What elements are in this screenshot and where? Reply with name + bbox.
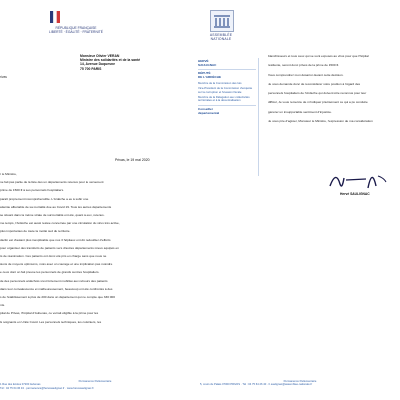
sidebar-item: Vice-Président de la Commission d'enquête sur la corruption et l'évasion fiscale bbox=[198, 86, 253, 94]
footer-permanence-privas bbox=[200, 380, 400, 387]
recipient-line: Ministre des solidarités et de la santé bbox=[80, 58, 141, 63]
recipient-line: 14, Avenue Duquesne bbox=[80, 62, 115, 67]
deputy-role-line: DÉPUTÉ bbox=[198, 71, 211, 76]
deputy-extra-role bbox=[198, 108, 256, 115]
rf-line: LIBERTÉ · ÉGALITÉ · FRATERNITÉ bbox=[49, 30, 103, 34]
sidebar-divider bbox=[198, 105, 256, 106]
body-line: Vous comprendrez mon désarroi devant cette décision. bbox=[268, 72, 344, 77]
footer-permanence-aubenas bbox=[0, 380, 190, 390]
an-line: ASSEMBLÉE bbox=[209, 33, 233, 37]
sidebar-item: Membre de la Commission des lois bbox=[198, 80, 242, 85]
body-line: difficul, Je vous remercie de m'indiquer précisément ce qui a pu conduire bbox=[268, 100, 368, 105]
body-line: personnels hospitaliers de l'Ardèche qui doivent être reconnus pour leur bbox=[268, 91, 367, 96]
body-line: prime de 1500 € à ses personnels hospitaliers. bbox=[0, 188, 64, 193]
letter-body-page-2 bbox=[268, 54, 400, 128]
body-line: dans leur convalescence et malheureusement, beaucoup ont été confrontés à des bbox=[0, 286, 113, 291]
body-line: ls soignants en Unité Covid. Les personnels techniques, les cuisiniers, les bbox=[0, 319, 102, 324]
body-line: me temps, l'Ardèche est aussi restée concernée par une circulation du virus très active, bbox=[0, 221, 120, 226]
body-line: paraît proprement incompréhensible. L'Ardèche a eu à subir une bbox=[0, 196, 89, 201]
body-line: plus importantes de toute la moitié sud du territoire. bbox=[0, 229, 71, 234]
body-line: Je vous prie d'agréer, Monsieur le Ministre, l'expression de ma considération bbox=[268, 119, 373, 124]
body-line: e ceux dont on fait preuve les personnels de grands centres hospitaliers. bbox=[0, 270, 100, 275]
page-fold-divider bbox=[258, 58, 259, 176]
assemblee-nationale-label bbox=[192, 33, 250, 41]
body-line: déclin est d'autant plus inexplicable que nos 3 hôpitaux ont dû redoubler d'efforts bbox=[0, 237, 111, 242]
body-line: sions de moyens optimums, mois avec un courage et une implication pas moindre bbox=[0, 262, 113, 267]
body-line: générer un insupportable sentiment d'injustice. bbox=[268, 109, 332, 114]
deputy-name-line: SAULIGNAC bbox=[198, 62, 217, 67]
footer-title: Permanence Parlementaire bbox=[283, 380, 317, 383]
body-line: nts. bbox=[0, 303, 5, 308]
handwritten-signature-icon bbox=[326, 166, 388, 194]
marianne-logo-icon bbox=[50, 10, 60, 22]
letter-body-page-1 bbox=[0, 172, 180, 328]
deputy-name bbox=[198, 60, 256, 67]
body-line: pital de Privas, l'hôpital d'Aubenas, ce verrait éligible à la prime pour les bbox=[0, 311, 99, 316]
recipient-line: 75 700 PARIS bbox=[80, 66, 102, 71]
an-line: NATIONALE bbox=[210, 37, 232, 41]
sidebar-item: Membre de la Délégation aux collectivités territoriales et à la décentralisation bbox=[198, 95, 250, 103]
body-line: pour organiser des transferts de patients vers d'autres départements mieux équipés en bbox=[0, 245, 119, 250]
body-line: ne fait pas partie de la liste des un départements retenus pour le versement bbox=[0, 180, 104, 185]
body-line: atteinte affectable de sa mortalité due au Covid 19. Tous les autres départements bbox=[0, 204, 112, 209]
footer-line: 1 Rue des Ecoles 07200 Aubenas bbox=[0, 383, 41, 387]
body-line: Je vous demande donc de reconsidérer votre position à l'égard des bbox=[268, 81, 361, 86]
republique-francaise-label bbox=[40, 26, 112, 34]
footer-line: Tél : 04 75 64 36 43 · permanence@hervesaulignac.fr · www.hervesaulignac.fr bbox=[0, 386, 94, 390]
deputy-role-line: DE L'ARDÈCHE bbox=[198, 75, 222, 80]
body-line: ts de réanimation. Ces patients ont donc été pris en charge sans que nous ne bbox=[0, 254, 107, 259]
deputy-sidebar bbox=[198, 60, 256, 117]
extra-role-line: départemental bbox=[198, 110, 220, 115]
deputy-role bbox=[198, 72, 256, 79]
body-line: se situant dans la même strate de surmortalité ont été, quant à eux, retenus. bbox=[0, 213, 105, 218]
recipient-address bbox=[80, 54, 190, 71]
body-line: blanchisseurs et tous ceux qui se sont exposés au virus pour que l'hôpital bbox=[268, 54, 369, 58]
rf-line: RÉPUBLIQUE FRANÇAISE bbox=[55, 26, 97, 30]
body-line: résiliente, seront donc privés de la prime de 1500 €. bbox=[268, 63, 340, 68]
footer-line: 5, cours du Palais 07000 PRIVAS · Tél : 04 75 64 26 40 · h.saulignac@assemblee-nationale.fr bbox=[200, 383, 313, 387]
body-line: r le Ministre, bbox=[0, 172, 17, 176]
cropped-left-text: rivas bbox=[0, 75, 7, 79]
extra-role-line: Conseiller bbox=[198, 106, 213, 111]
recipient-line: Monsieur Olivier VERAN bbox=[80, 54, 120, 58]
letter-date: Privas, le 19 mai 2020 bbox=[115, 158, 150, 162]
footer-title: Permanence Parlementaire bbox=[78, 380, 112, 383]
body-line: s de l'établissement à plus de 200 dans un département qui ne compte que 330 000 bbox=[0, 295, 115, 300]
body-line: de des personnels ardéchois s'est fortement mobilisé aux rebours des patients bbox=[0, 278, 108, 283]
assemblee-nationale-logo-icon bbox=[210, 10, 234, 32]
signatory-name: Hervé SAULIGNAC bbox=[340, 192, 370, 196]
deputy-name-line: HERVÉ bbox=[198, 59, 209, 63]
